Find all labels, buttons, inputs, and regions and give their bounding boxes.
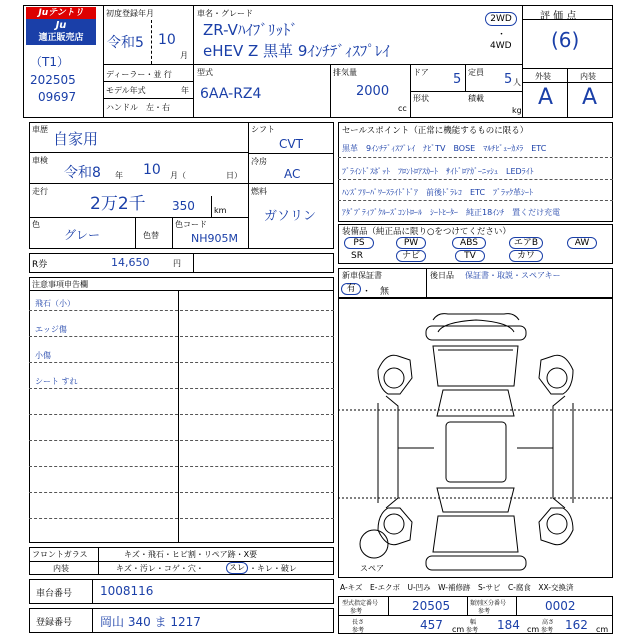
type-code-label: 型式指定番号 — [342, 600, 379, 607]
equip-airbag-label: エアB — [513, 238, 539, 248]
ac-label: 冷房 — [251, 157, 267, 166]
color-replacement-label: 色替 — [143, 231, 159, 240]
sales-point-4: ｱﾀﾞﾌﾟﾃｨﾌﾞｸﾙｰｽﾞｺﾝﾄﾛｰﾙ ｼｰﾄﾋｰﾀｰ 純正18ｲﾝﾁ 置くだけ充電 — [342, 208, 561, 217]
recycle-label: R券 — [32, 260, 48, 270]
color-code-label: 色コード — [175, 220, 207, 229]
capacity-value: 5 — [504, 72, 513, 87]
equip-tv-label: TV — [464, 251, 476, 261]
front-glass-items: キズ・飛石・ヒビ割・リペア跡・X要 — [124, 550, 258, 559]
registration-era: 令和5 — [107, 35, 144, 51]
inspection-year-unit: 年 — [115, 171, 123, 180]
recycle-section — [29, 253, 334, 273]
ju-logo — [26, 7, 96, 45]
capacity-label: 定員 — [468, 68, 484, 77]
warranty-rest: ・ 無 — [362, 287, 390, 297]
height-label: 高さ — [542, 619, 555, 626]
equipment-label: 装備品（純正品に限り○をつけてください） — [342, 227, 511, 237]
shift-label: シフト — [251, 125, 275, 134]
width-label: 幅 — [470, 619, 477, 626]
interior-value: A — [582, 85, 598, 110]
category-label: 類別区分番号 — [470, 600, 507, 607]
displacement-value: 2000 — [356, 84, 390, 99]
equip-aw-label: AW — [574, 238, 590, 248]
after-items-label: 後日品 — [430, 271, 454, 280]
equip-aw — [567, 237, 597, 249]
drive-2wd-label: 2WD — [490, 14, 512, 24]
sales-point-3: ﾊﾝｽﾞﾌﾘｰﾊﾟﾜｰｽﾗｲﾄﾞﾄﾞｱ 前後ﾄﾞﾗﾚｺ ETC ﾌﾞﾗｯｸ革ｼｰﾄ — [342, 188, 534, 197]
equip-sr: SR — [351, 251, 363, 261]
fuel-label: 燃料 — [251, 187, 267, 196]
height-value: 162 — [565, 618, 588, 632]
usage-value: 自家用 — [53, 130, 99, 148]
capacity-unit: 人 — [513, 78, 521, 87]
car-grade: eHEV Z 黒革 9ｲﾝﾁﾃﾞｨｽﾌﾟﾚｲ — [203, 42, 390, 60]
interior-items-circled — [226, 562, 248, 574]
mileage-sub: 350 — [172, 199, 195, 213]
fuel-value: ガソリン — [264, 209, 317, 224]
sales-points-label: セールスポイント（正常に機能するものに限る） — [342, 126, 529, 136]
doors-label: ドア — [413, 68, 429, 77]
lot-number-1: 202505 — [30, 73, 76, 87]
handle-label: ハンドル 左・右 — [106, 103, 170, 112]
car-name-label: 車名・グレード — [197, 9, 253, 18]
length-unit: cm — [452, 625, 465, 634]
plate-value: 岡山 340 ま 1217 — [100, 615, 201, 629]
chassis-label: 車台番号 — [36, 589, 73, 599]
chassis-section — [29, 579, 334, 604]
length-ref: 参考 — [352, 627, 365, 634]
inspection-day-unit: 日） — [226, 171, 242, 180]
warranty-label: 新車保証書 — [342, 271, 382, 280]
width-ref: 参考 — [466, 627, 479, 634]
mileage-value: 2万2千 — [90, 194, 146, 214]
equip-navi-label: ナビ — [401, 251, 420, 261]
sales-point-2: ﾌﾞﾗｲﾝﾄﾞｽﾎﾟｯﾄ ﾌﾛﾝﾄﾛｱｽｶｰﾄ ｻｲﾄﾞﾛｱｶﾞｰﾆｯｼｭ LEDﾗｲﾄ — [342, 167, 534, 176]
inspection-month: 10 — [143, 162, 161, 178]
color-label: 色 — [32, 220, 40, 229]
height-ref: 参考 — [541, 627, 554, 634]
inspection-era: 令和8 — [64, 165, 101, 181]
chassis-value: 1008116 — [100, 584, 154, 598]
logo-top: Juテントリ — [26, 7, 96, 19]
recycle-unit: 円 — [173, 259, 181, 268]
equip-kawa — [509, 250, 543, 262]
equip-pw — [396, 237, 426, 249]
dealer-label: ディーラー・並 行 — [106, 70, 172, 79]
drive-2wd — [485, 12, 517, 26]
warranty-yes-label: 有 — [346, 284, 356, 294]
mileage-unit: km — [214, 206, 227, 215]
shape-label: 形状 — [413, 94, 429, 103]
width-unit: cm — [527, 625, 540, 634]
interior-check-label: 内装 — [53, 564, 69, 573]
inspection-month-unit: 月（ — [170, 171, 186, 180]
car-diagram — [338, 298, 613, 578]
category-value: 0002 — [545, 599, 576, 613]
model-label: 型式 — [197, 68, 213, 77]
displacement-unit: cc — [398, 104, 407, 113]
usage-label: 車歴 — [32, 125, 48, 134]
type-code-value: 20505 — [412, 599, 451, 613]
spare-label: スペア — [360, 564, 384, 573]
registration-month: 10 — [158, 32, 176, 48]
equip-kawa-label: カワ — [516, 251, 535, 261]
lot-number-2: 09697 — [38, 90, 77, 104]
displacement-label: 排気量 — [333, 68, 357, 77]
notes-label: 注意事項申告欄 — [32, 280, 88, 289]
height-unit: cm — [596, 625, 609, 634]
car-name: ZR-Vﾊｲﾌﾞﾘｯﾄﾞ — [203, 21, 298, 39]
sales-point-1: 黒革 9ｲﾝﾁﾃﾞｨｽﾌﾟﾚｲ ﾅﾋﾞTV BOSE ﾏﾙﾁﾋﾞｭｰｶﾒﾗ ETC — [342, 144, 547, 153]
registration-month-unit: 月 — [180, 51, 188, 60]
category-ref: 参考 — [478, 608, 491, 615]
lot-code: （T1） — [30, 55, 69, 69]
registration-label: 初度登録年月 — [106, 9, 154, 18]
shift-value: CVT — [279, 137, 303, 151]
logo-bottom: 適正販売店 — [26, 32, 96, 45]
drive-4wd: 4WD — [490, 41, 512, 51]
exterior-label: 外装 — [535, 72, 551, 81]
rating-label: 評 価 点 — [540, 11, 577, 22]
equip-ps — [344, 237, 374, 249]
model-value: 6AA-RZ4 — [200, 86, 262, 102]
equip-tv — [455, 250, 485, 262]
interior-label: 内装 — [580, 72, 596, 81]
plate-label: 登録番号 — [36, 618, 73, 628]
interior-items-circled-label: スレ — [229, 563, 245, 572]
note-line-1: 飛石（小） — [35, 299, 75, 308]
mileage-label: 走行 — [32, 187, 48, 196]
notes-section — [29, 277, 334, 543]
note-line-4: シート すれ — [35, 377, 78, 386]
note-line-2: エッジ傷 — [35, 325, 67, 334]
rating-score: (6) — [551, 28, 580, 52]
recycle-value: 14,650 — [111, 256, 150, 269]
width-value: 184 — [497, 618, 520, 632]
inspection-label: 車検 — [32, 156, 48, 165]
ac-value: AC — [284, 167, 301, 181]
color-value: グレー — [64, 228, 101, 242]
equip-abs-label: ABS — [460, 238, 478, 248]
logo-mid: Ju — [26, 19, 96, 32]
drive-dot: ・ — [497, 30, 507, 40]
model-year-unit: 年 — [181, 86, 189, 95]
load-unit: kg — [512, 106, 522, 115]
load-label: 積載 — [468, 94, 484, 103]
equip-airbag — [509, 237, 543, 249]
equip-pw-label: PW — [403, 238, 419, 248]
interior-items-pre: キズ・汚レ・コゲ・穴・ — [116, 564, 204, 573]
model-year-label: モデル年式 — [106, 86, 146, 95]
color-code: NH905M — [191, 232, 238, 245]
equip-navi — [396, 250, 426, 262]
equip-ps-label: PS — [353, 238, 365, 248]
equip-abs — [452, 237, 486, 249]
length-label: 長さ — [352, 619, 365, 626]
damage-legend: A-キズ E-エクボ U-凹み W-補修跡 S-サビ C-腐食 XX-交換済 — [340, 583, 574, 592]
front-glass-label: フロントガラス — [32, 550, 88, 559]
exterior-value: A — [538, 85, 554, 110]
doors-value: 5 — [453, 72, 462, 87]
interior-items-post: ・キレ・破レ — [249, 564, 297, 573]
note-line-3: 小傷 — [35, 351, 51, 360]
length-value: 457 — [420, 618, 443, 632]
after-items-value: 保証書・取説・スペアキー — [465, 271, 561, 280]
warranty-yes — [341, 283, 361, 295]
type-code-ref: 参考 — [350, 608, 363, 615]
